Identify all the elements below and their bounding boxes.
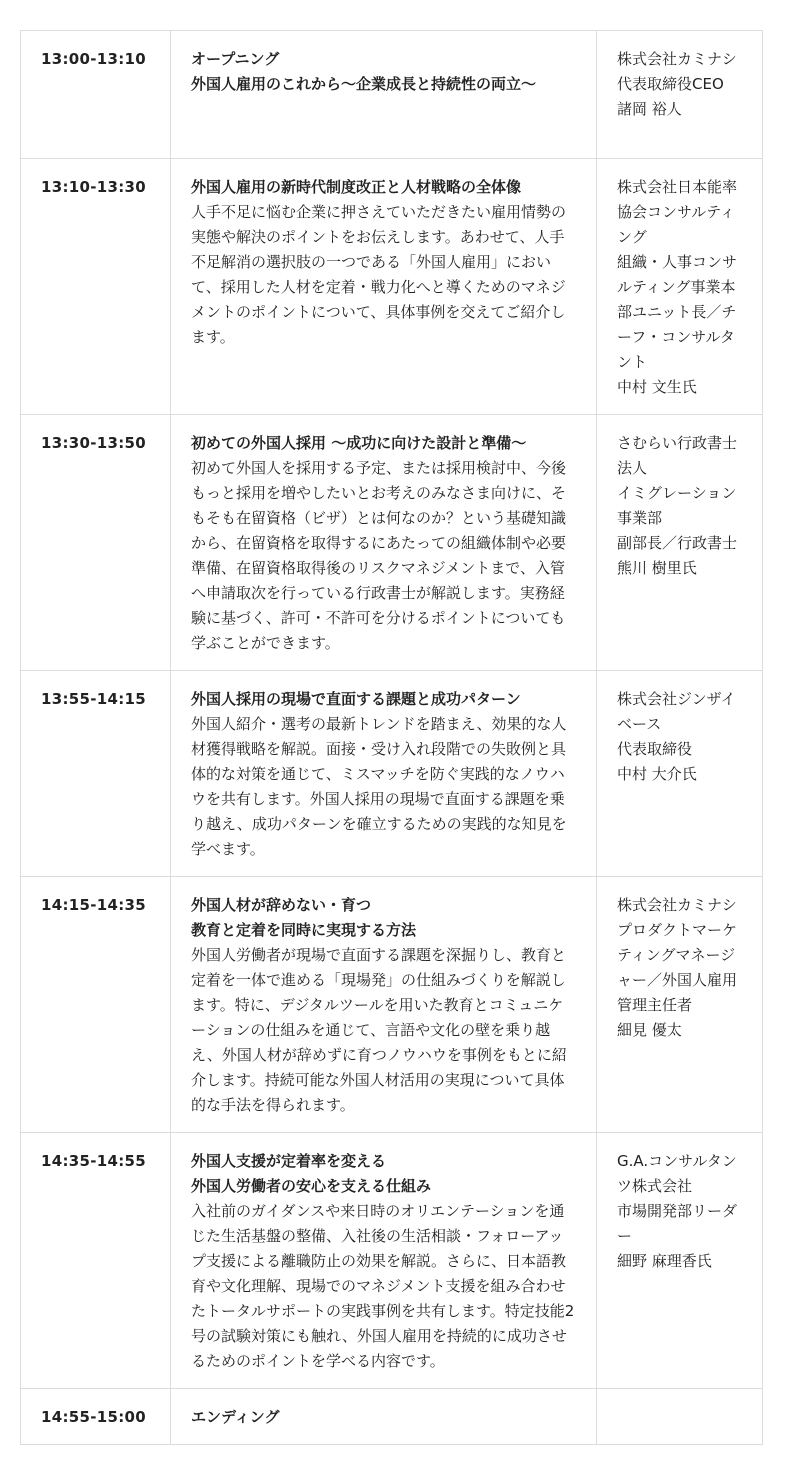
session-description: 初めて外国人を採用する予定、または採用検討中、今後もっと採用を増やしたいとお考えのみなさま向けに、そもそも在留資格（ビザ）とは何なのか？という基礎知識から、在留資格を取得するにあたっての組織体制や必要準備、在留資格取得後のリスクマネジメントまで、入管へ申請取次を行っている行政書士が解説します。実務経験に基づく、許可・不許可を分けるポイントについても学ぶことができます。 — [191, 459, 567, 652]
session-time: 14:15-14:35 — [21, 877, 171, 1133]
speaker-name: 細野 麻理香氏 — [617, 1252, 712, 1270]
session-title: エンディング — [191, 1408, 280, 1426]
speaker-name: 中村 文生氏 — [617, 378, 697, 396]
session-time: 14:55-15:00 — [21, 1389, 171, 1445]
speaker-role: プロダクトマーケティングマネージャー／外国人雇用管理主任者 — [617, 921, 738, 1014]
session-speaker — [597, 31, 763, 159]
session-speaker — [597, 1133, 763, 1389]
session-speaker — [597, 877, 763, 1133]
schedule-table — [20, 30, 763, 1445]
speaker-department: イミグレーション事業部 — [617, 484, 737, 527]
session-content — [171, 159, 597, 415]
session-time: 13:10-13:30 — [21, 159, 171, 415]
speaker-company: 株式会社ジンザイベース — [617, 690, 736, 733]
speaker-role: 市場開発部リーダー — [617, 1202, 738, 1245]
session-time: 14:35-14:55 — [21, 1133, 171, 1389]
session-speaker — [597, 159, 763, 415]
speaker-company: さむらい行政書士法人 — [617, 434, 738, 477]
session-time: 13:00-13:10 — [21, 31, 171, 159]
speaker-role: 代表取締役 — [617, 740, 693, 758]
session-content — [171, 31, 597, 159]
speaker-role: 副部長／行政書士 — [617, 534, 738, 552]
session-title: 初めての外国人採用 〜成功に向けた設計と準備〜 — [191, 434, 527, 452]
speaker-company: 株式会社カミナシ — [617, 896, 737, 914]
speaker-company: 株式会社カミナシ — [617, 50, 737, 68]
session-speaker — [597, 1389, 763, 1445]
table-row — [21, 1133, 763, 1389]
table-row — [21, 415, 763, 671]
speaker-name: 中村 大介氏 — [617, 765, 697, 783]
session-content — [171, 415, 597, 671]
speaker-name: 熊川 樹里氏 — [617, 559, 697, 577]
table-row — [21, 1389, 763, 1445]
table-row — [21, 877, 763, 1133]
session-content — [171, 877, 597, 1133]
speaker-company: G.A.コンサルタンツ株式会社 — [617, 1152, 737, 1195]
session-title: オープニング — [191, 50, 280, 68]
session-speaker — [597, 415, 763, 671]
session-title: 外国人労働者の安心を支える仕組み — [191, 1177, 432, 1195]
speaker-company: 株式会社日本能率協会コンサルティング — [617, 178, 738, 246]
table-row — [21, 671, 763, 877]
session-title: 外国人材が辞めない・育つ — [191, 896, 372, 914]
session-description: 入社前のガイダンスや来日時のオリエンテーションを通じた生活基盤の整備、入社後の生活相談・フォローアップ支援による離職防止の効果を解説。さらに、日本語教育や文化理解、現場でのマネジメント支援を組み合わせたトータルサポートの実践事例を共有します。特定技能2号の試験対策にも触れ、外国人雇用を持続的に成功させるためのポイントを学べる内容です。 — [191, 1202, 575, 1370]
session-speaker — [597, 671, 763, 877]
session-description: 外国人紹介・選考の最新トレンドを踏まえ、効果的な人材獲得戦略を解説。面接・受け入れ段階での失敗例と具体的な対策を通じて、ミスマッチを防ぐ実践的なノウハウを共有します。外国人採用の現場で直面する課題を乗り越え、成功パターンを確立するための実践的な知見を学べます。 — [191, 715, 567, 858]
session-content — [171, 671, 597, 877]
session-content — [171, 1133, 597, 1389]
session-title: 外国人雇用のこれから〜企業成長と持続性の両立〜 — [191, 75, 537, 93]
session-content — [171, 1389, 597, 1445]
session-title: 外国人採用の現場で直面する課題と成功パターン — [191, 690, 521, 708]
session-description: 外国人労働者が現場で直面する課題を深掘りし、教育と定着を一体で進める「現場発」の仕組みづくりを解説します。特に、デジタルツールを用いた教育とコミュニケーションの仕組みを通じて、言語や文化の壁を乗り越え、外国人材が辞めずに育つノウハウを事例をもとに紹介します。持続可能な外国人材活用の実現について具体的な手法を得られます。 — [191, 946, 567, 1114]
table-row — [21, 159, 763, 415]
speaker-role: 組織・人事コンサルティング事業本部ユニット長／チーフ・コンサルタント — [617, 253, 738, 371]
session-title: 外国人雇用の新時代制度改正と人材戦略の全体像 — [191, 178, 522, 196]
speaker-role: 代表取締役CEO — [617, 75, 724, 93]
session-title: 外国人支援が定着率を変える — [191, 1152, 387, 1170]
session-description: 人手不足に悩む企業に押さえていただきたい雇用情勢の実態や解決のポイントをお伝えします。あわせて、人手不足解消の選択肢の一つである「外国人雇用」において、採用した人材を定着・戦力化へと導くためのマネジメントのポイントについて、具体事例を交えてご紹介します。 — [191, 203, 567, 346]
table-row — [21, 31, 763, 159]
session-title: 教育と定着を同時に実現する方法 — [191, 921, 417, 939]
session-time: 13:30-13:50 — [21, 415, 171, 671]
session-time: 13:55-14:15 — [21, 671, 171, 877]
speaker-name: 諸岡 裕人 — [617, 100, 682, 118]
speaker-name: 細見 優太 — [617, 1021, 682, 1039]
